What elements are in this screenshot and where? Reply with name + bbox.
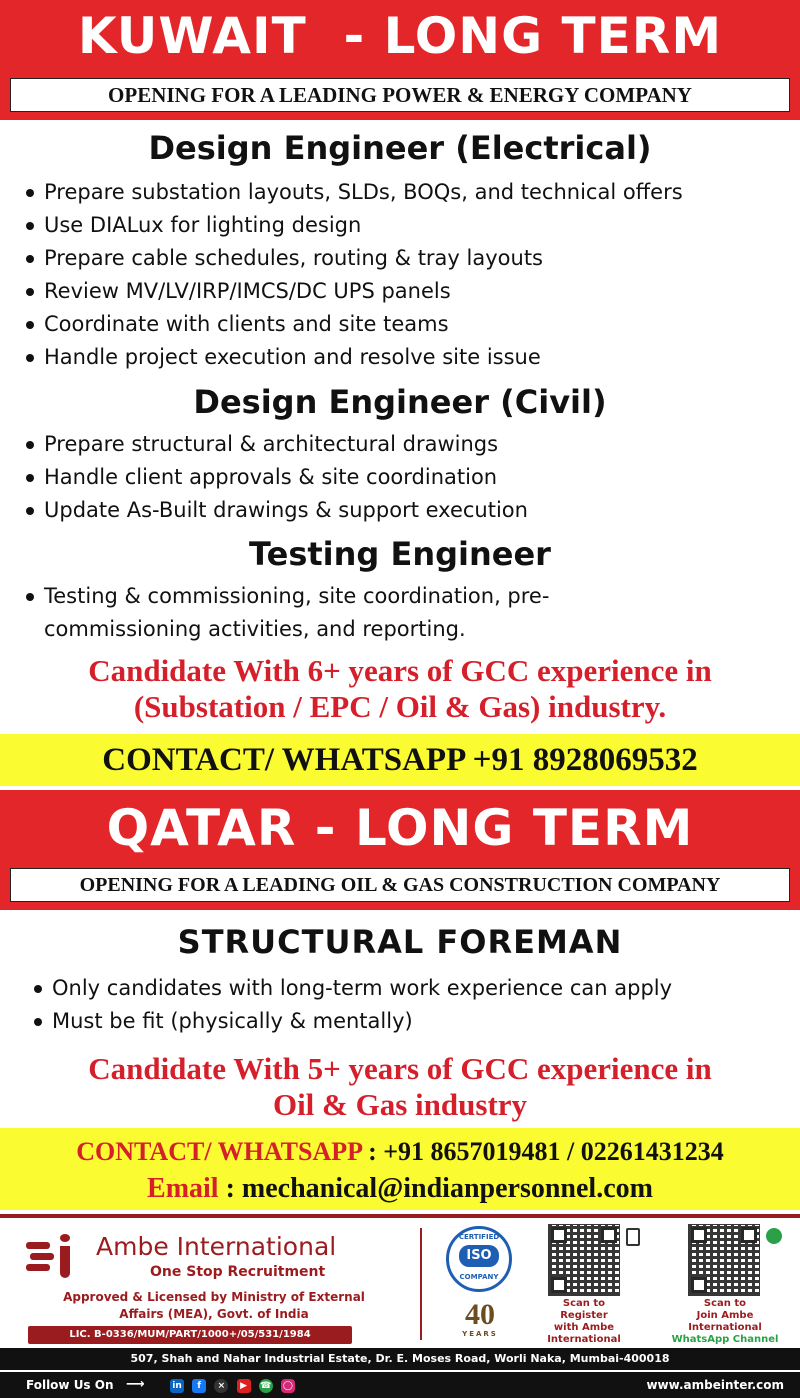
- qatar-title: QATAR - LONG TERM: [106, 799, 694, 857]
- iso-certified-badge: [446, 1226, 512, 1292]
- list-item: Handle client approvals & site coordination: [24, 461, 528, 494]
- company-name: Ambe International: [96, 1232, 337, 1261]
- job-title-civil: Design Engineer (Civil): [193, 383, 607, 421]
- footer-vertical-divider: [420, 1228, 422, 1340]
- youtube-icon[interactable]: ▶: [237, 1379, 251, 1393]
- list-item: Prepare structural & architectural drawings: [24, 428, 528, 461]
- job-title-testing: Testing Engineer: [249, 535, 551, 573]
- qatar-contact-label: CONTACT/ WHATSAPP: [76, 1137, 362, 1166]
- electrical-bullets: [24, 176, 683, 374]
- list-item: Review MV/LV/IRP/IMCS/DC UPS panels: [24, 275, 683, 308]
- company-tagline: One Stop Recruitment: [150, 1264, 326, 1280]
- qatar-contact-numbers[interactable]: : +91 8657019481 / 02261431234: [368, 1137, 724, 1166]
- qatar-email-line: [0, 1170, 800, 1208]
- kuwait-title: KUWAIT - LONG TERM: [77, 7, 723, 65]
- whatsapp-channel-qr-code[interactable]: [688, 1224, 760, 1296]
- qatar-email-label: Email: [147, 1173, 219, 1204]
- list-item: Use DIALux for lighting design: [24, 209, 683, 242]
- qr1-caption-line: Scan to: [562, 1298, 606, 1309]
- arrow-right-icon: ⟶: [126, 1377, 145, 1392]
- years-number: 40: [465, 1298, 495, 1331]
- facebook-icon[interactable]: f: [192, 1379, 206, 1393]
- footer-divider-top: [0, 1214, 800, 1218]
- kuwait-requirement-line1: Candidate With 6+ years of GCC experience in: [88, 653, 712, 688]
- register-qr-code[interactable]: [548, 1224, 620, 1296]
- list-item: Handle project execution and resolve site issue: [24, 341, 683, 374]
- qatar-requirement-line1: Candidate With 5+ years of GCC experience in: [88, 1051, 712, 1086]
- website-link[interactable]: www.ambeinter.com: [646, 1378, 784, 1392]
- whatsapp-social-icon[interactable]: ☎: [260, 1380, 272, 1391]
- follow-us-bar: [0, 1372, 800, 1398]
- list-item: Testing & commissioning, site coordination, pre-: [24, 580, 549, 613]
- qr1-caption-line: Register: [560, 1310, 608, 1321]
- qatar-contact-line: [0, 1134, 800, 1170]
- list-item: Prepare cable schedules, routing & tray layouts: [24, 242, 683, 275]
- testing-bullet-continuation: commissioning activities, and reporting.: [44, 617, 466, 641]
- testing-bullets: [24, 580, 549, 613]
- forty-years-badge: [448, 1300, 512, 1344]
- job-title-structural-foreman: STRUCTURAL FOREMAN: [177, 923, 623, 961]
- x-twitter-icon[interactable]: ×: [214, 1379, 228, 1393]
- list-item: Update As-Built drawings & support execution: [24, 494, 528, 527]
- qr2-caption: [660, 1298, 790, 1346]
- qr1-caption: [532, 1298, 636, 1346]
- qatar-requirement-line2: Oil & Gas industry: [272, 1087, 528, 1122]
- civil-bullets: [24, 428, 528, 527]
- foreman-bullets: [32, 972, 672, 1038]
- iso-bottom-text: COMPANY: [459, 1273, 499, 1281]
- follow-us-label: Follow Us On: [26, 1378, 114, 1392]
- qr2-caption-line: WhatsApp Channel: [671, 1334, 779, 1345]
- license-badge: LIC. B-0336/MUM/PART/1000+/05/531/1984: [28, 1326, 352, 1344]
- form-icon: [626, 1228, 640, 1246]
- qr1-caption-line: International: [547, 1334, 621, 1345]
- job-title-electrical: Design Engineer (Electrical): [148, 129, 652, 167]
- whatsapp-icon: [766, 1228, 782, 1244]
- approval-line1: Approved & Licensed by Ministry of External: [63, 1290, 365, 1304]
- ambe-logo-icon: [26, 1232, 86, 1280]
- list-item: Must be fit (physically & mentally): [32, 1005, 672, 1038]
- list-item: Only candidates with long-term work experience can apply: [32, 972, 672, 1005]
- kuwait-subtitle: OPENING FOR A LEADING POWER & ENERGY COMPANY: [10, 78, 790, 112]
- qr2-caption-line: Join Ambe: [696, 1310, 754, 1321]
- company-address: 507, Shah and Nahar Industrial Estate, Dr. E. Moses Road, Worli Naka, Mumbai-400018: [0, 1348, 800, 1370]
- iso-top-text: CERTIFIED: [458, 1233, 500, 1241]
- qatar-email-value[interactable]: : mechanical@indianpersonnel.com: [225, 1173, 653, 1204]
- kuwait-contact[interactable]: CONTACT/ WHATSAPP +91 8928069532: [102, 742, 698, 778]
- social-icons: [166, 1378, 295, 1393]
- linkedin-icon[interactable]: in: [170, 1379, 184, 1393]
- iso-text: ISO: [459, 1245, 499, 1267]
- qr2-caption-line: Scan to: [703, 1298, 747, 1309]
- qr1-caption-line: with Ambe: [553, 1322, 615, 1333]
- years-word: YEARS: [462, 1330, 498, 1338]
- list-item: Prepare substation layouts, SLDs, BOQs, and technical offers: [24, 176, 683, 209]
- kuwait-requirement-line2: (Substation / EPC / Oil & Gas) industry.: [133, 689, 667, 724]
- qatar-subtitle: OPENING FOR A LEADING OIL & GAS CONSTRUCTION COMPANY: [10, 868, 790, 902]
- list-item: Coordinate with clients and site teams: [24, 308, 683, 341]
- footer: [0, 1214, 800, 1398]
- instagram-icon[interactable]: ◯: [282, 1380, 293, 1391]
- qr2-caption-line: International: [688, 1322, 762, 1333]
- approval-line2: Affairs (MEA), Govt. of India: [119, 1307, 309, 1321]
